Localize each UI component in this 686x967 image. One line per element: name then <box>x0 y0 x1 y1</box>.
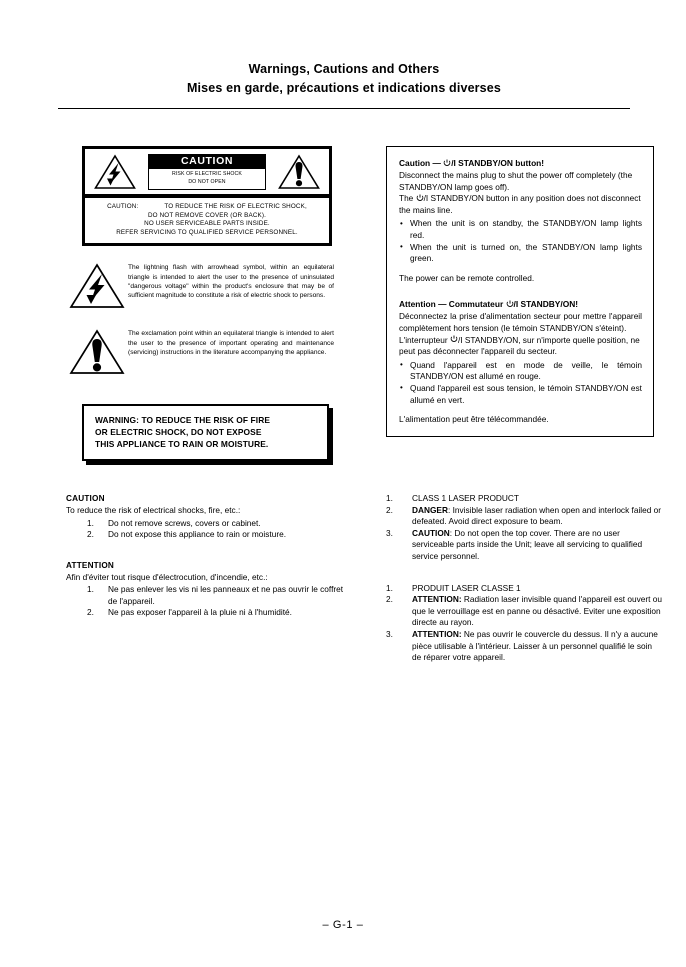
standby-en-bullets <box>399 218 642 264</box>
standby-en-heading-suffix: /I STANDBY/ON button! <box>451 158 545 168</box>
standby-fr-para2-prefix: L'interrupteur <box>399 334 448 345</box>
list-item <box>66 518 346 530</box>
list-item-number: 2. <box>87 529 94 540</box>
list-item-text: When the unit is turned on, the STANDBY/ON lamp lights green. <box>410 241 642 264</box>
right-column <box>386 146 654 437</box>
warning-line-1: WARNING: TO REDUCE THE RISK OF FIRE <box>95 415 271 426</box>
symbol-note-exclamation-text: The exclamation point within an equilateral triangle is intended to alert the user to the presence of important operating and maintenance (servicing) instructions in the literature accompanying the appliance. <box>128 330 334 356</box>
caution-bottom-line1: TO REDUCE THE RISK OF ELECTRIC SHOCK, <box>164 203 307 210</box>
list-item-text: Radiation laser invisible quand l'appareil est ouvert ou que le verrouillage est en panne ou désactivé. Eviter une exposition directe au rayon. <box>412 594 662 628</box>
standby-fr-heading-prefix: Attention — Commutateur <box>399 299 504 310</box>
list-item <box>386 528 662 563</box>
list-item-emphasis: CAUTION <box>412 527 450 538</box>
symbol-note-lightning <box>66 260 334 310</box>
bullet-icon: • <box>400 360 403 370</box>
list-item <box>399 218 642 241</box>
standby-en-para1: Disconnect the mains plug to shut the power off completely (the STANDBY/ON lamp goes off). <box>399 170 633 192</box>
attention-fr-heading: ATTENTION <box>66 560 115 570</box>
list-item-emphasis: ATTENTION: <box>412 628 462 639</box>
standby-fr-bullets <box>399 360 642 406</box>
list-item-emphasis: DANGER <box>412 504 448 515</box>
page-footer <box>0 919 686 931</box>
list-item-text: CLASS 1 LASER PRODUCT <box>412 493 519 503</box>
caution-en-list <box>66 518 346 541</box>
warning-box-wrapper <box>82 404 329 461</box>
caution-box-bottom <box>85 198 329 243</box>
page-title-en: Warnings, Cautions and Others <box>248 62 440 76</box>
page-title <box>58 60 630 98</box>
standby-en-para2-prefix: The <box>399 193 414 204</box>
list-item <box>386 583 662 595</box>
list-item-number: 3. <box>386 527 393 538</box>
list-item <box>66 607 346 619</box>
standby-fr-para2-suffix: /I STANDBY/ON, sur n'importe quelle position, ne peut pas déconnecter l'appareil du secteur. <box>399 334 640 357</box>
symbol-note-lightning-text: The lightning flash with arrowhead symbol, within an equilateral triangle is intended to alert the user to the presence of uninsulated "dangerous voltage" within the product's enclosure that may be of sufficient magnitude to constitute a risk of electric shock to persons. <box>128 264 334 300</box>
page-number: – G-1 – <box>322 919 364 931</box>
bullet-icon: • <box>400 383 403 393</box>
caution-en-intro: To reduce the risk of electrical shocks, fire, etc.: <box>66 505 241 515</box>
list-item <box>386 493 662 505</box>
list-item-text: Ne pas enlever les vis ni les panneaux et ne pas ouvrir le coffret de l'appareil. <box>108 584 344 606</box>
standby-en-heading-prefix: Caution — <box>399 158 441 168</box>
caution-symbol-box <box>82 146 332 246</box>
standby-fr-para2 <box>399 335 642 358</box>
list-item <box>386 629 662 664</box>
caution-label-sub <box>149 169 265 189</box>
list-item-text: PRODUIT LASER CLASSE 1 <box>412 582 521 593</box>
list-item-text: Ne pas ouvrir le couvercle du dessus. Il n'y a aucune pièce utilisable à l'intérieur. Laisser à un personnel qualifié le soin de réparer votre appareil. <box>412 628 658 663</box>
header-divider <box>58 108 630 109</box>
caution-label-heading: CAUTION <box>149 155 265 169</box>
list-item-number: 2. <box>87 607 94 618</box>
list-item-text: Ne pas exposer l'appareil à la pluie ni à l'humidité. <box>108 607 292 618</box>
list-item-text: Quand l'appareil est sous tension, le témoin STANDBY/ON est allumé en vert. <box>410 382 642 405</box>
list-item <box>399 383 642 406</box>
standby-en-para2 <box>399 193 642 216</box>
standby-fr-heading <box>399 298 642 310</box>
standby-en-closing: The power can be remote controlled. <box>399 272 535 283</box>
caution-section-en <box>66 494 346 541</box>
caution-en-heading: CAUTION <box>66 494 105 503</box>
list-item-emphasis: ATTENTION: <box>412 594 462 605</box>
exclamation-triangle-icon <box>278 154 320 190</box>
lightning-bolt-triangle-icon <box>94 154 136 190</box>
list-item-text: : Invisible laser radiation when open and interlock failed or defeated. Avoid direct exposure to beam. <box>412 504 662 527</box>
exclamation-triangle-icon <box>66 326 128 376</box>
list-item <box>399 242 642 265</box>
warning-box-text <box>95 415 317 450</box>
list-item-number: 1. <box>87 584 94 595</box>
standby-fr-para1: Déconnectez la prise d'alimentation secteur pour mettre l'appareil complètement hors tension (le témoin STANDBY/ON s'éteint). <box>399 311 642 333</box>
list-item <box>399 360 642 383</box>
symbol-note-exclamation <box>66 326 334 376</box>
attention-fr-intro: Afin d'éviter tout risque d'électrocution, d'incendie, etc.: <box>66 571 268 582</box>
list-item-text: : Do not open the top cover. There are no user serviceable parts inside the Unit; leave all servicing to qualified service personnel. <box>412 527 643 561</box>
power-standby-icon <box>416 193 424 202</box>
list-item <box>386 505 662 528</box>
caution-label <box>148 154 266 190</box>
list-item-number: 1. <box>386 493 393 503</box>
left-lower-sections <box>66 494 346 619</box>
right-lower-sections <box>386 493 662 664</box>
list-item-number: 2. <box>386 504 393 515</box>
standby-en-heading <box>399 157 642 169</box>
list-item <box>66 584 346 607</box>
list-item-text: Do not remove screws, covers or cabinet. <box>108 517 261 528</box>
standby-en-para2-suffix: /I STANDBY/ON button in any position does not disconnect the mains line. <box>399 193 641 215</box>
standby-section-en <box>399 157 642 284</box>
lightning-bolt-triangle-icon <box>66 260 128 310</box>
caution-bottom-line3: NO USER SERVICEABLE PARTS INSIDE. <box>144 220 270 228</box>
standby-section-fr <box>399 298 642 425</box>
warning-box <box>82 404 329 461</box>
attention-fr-list <box>66 584 346 619</box>
warning-line-2: OR ELECTRIC SHOCK, DO NOT EXPOSE <box>95 426 262 437</box>
caution-label-sub-line2: DO NOT OPEN <box>188 178 226 185</box>
power-standby-icon <box>443 158 451 167</box>
left-column <box>66 146 334 461</box>
warning-line-3: THIS APPLIANCE TO RAIN OR MOISTURE. <box>95 438 269 449</box>
caution-label-sub-line1: RISK OF ELECTRIC SHOCK <box>172 171 242 177</box>
list-item-text: Quand l'appareil est en mode de veille, le témoin STANDBY/ON est allumé en rouge. <box>410 359 642 382</box>
laser-list-fr <box>386 583 662 664</box>
list-item <box>386 594 662 629</box>
power-standby-icon <box>506 299 514 308</box>
standby-fr-heading-suffix: /I STANDBY/ON! <box>513 299 579 310</box>
list-item-number: 3. <box>386 628 393 639</box>
standby-info-box <box>386 146 654 437</box>
bullet-icon: • <box>400 218 403 228</box>
list-item <box>66 529 346 541</box>
bullet-icon: • <box>400 242 403 252</box>
standby-fr-closing: L'alimentation peut être télécommandée. <box>399 414 549 425</box>
list-item-number: 1. <box>87 517 94 528</box>
power-standby-icon <box>450 335 458 344</box>
caution-bottom-prefix: CAUTION: <box>107 203 139 210</box>
caution-box-top <box>85 149 329 198</box>
caution-bottom-line4: REFER SERVICING TO QUALIFIED SERVICE PERSONNEL. <box>116 228 298 236</box>
list-item-text: When the unit is on standby, the STANDBY/ON lamp lights red. <box>410 218 642 240</box>
list-item-number: 2. <box>386 594 393 605</box>
page-title-fr: Mises en garde, précautions et indications diverses <box>186 81 501 95</box>
attention-section-fr <box>66 561 346 619</box>
list-item-text: Do not expose this appliance to rain or moisture. <box>108 529 287 540</box>
caution-bottom-line2: DO NOT REMOVE COVER (OR BACK). <box>147 211 267 219</box>
list-item-number: 1. <box>386 582 393 593</box>
laser-list-en <box>386 493 662 563</box>
